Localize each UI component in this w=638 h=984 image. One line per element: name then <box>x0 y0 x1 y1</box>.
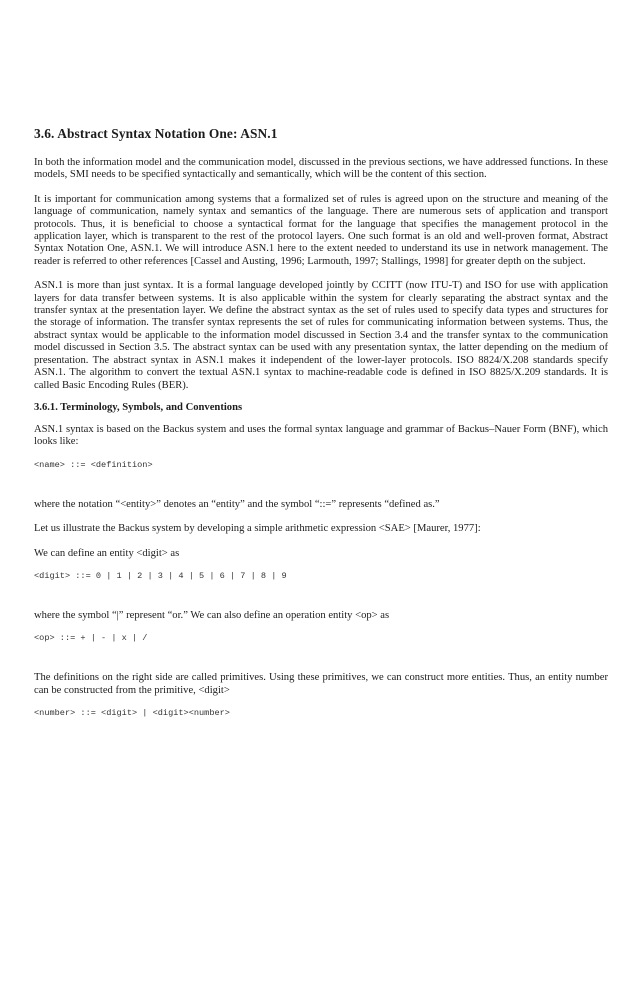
paragraph-formalized-rules: It is important for communication among systems that a formalized set of rules is agreed upon on the structure and meaning of the language of communication, namely syntax and semantics of the language. There are numerous sets of application and transport protocols. Thus, it is beneficial to choose a syntactical format for the language that specifies the management protocol in the application layer, which is transparent to the rest of the protocol layers. One such format is an old and well-proven format, Abstract Syntax Notation One, ASN.1. We will introduce ASN.1 here to the extent needed to understand its use in network management. The reader is referred to other references [Cassel and Austing, 1996; Larmouth, 1997; Stallings, 1998] for greater depth on the subject. <box>34 193 608 267</box>
paragraph-define-op: where the symbol “|” represent “or.” We can also define an operation entity <op> as <box>34 609 390 621</box>
paragraph-bnf-intro: ASN.1 syntax is based on the Backus system and uses the formal syntax language and grammar of Backus–Nauer Form (BNF), which looks like: <box>34 423 608 448</box>
code-number-definition: <number> ::= <digit> | <digit><number> <box>34 708 230 719</box>
paragraph-primitives: The definitions on the right side are called primitives. Using these primitives, we can construct more entities. Thus, an entity number can be constructed from the primitive, <digit> <box>34 672 608 696</box>
paragraph-backus-example: Let us illustrate the Backus system by developing a simple arithmetic expression <SAE> [Maurer, 1977]: <box>34 523 481 535</box>
code-op-definition: <op> ::= + | - | x | / <box>34 633 148 644</box>
paragraph-define-digit: We can define an entity <digit> as <box>34 547 180 559</box>
paragraph-asn1-overview: ASN.1 is more than just syntax. It is a formal language developed jointly by CCITT (now ITU-T) and ISO for use with application layers for data transfer between systems. It is also applicable within the system for clearly separating the abstract syntax and the transfer syntax at the presentation layer. We define the abstract syntax as the set of rules used to specify data types and structures for the storage of information. The transfer syntax represents the set of rules for communicating information between systems. Thus, the abstract syntax would be applicable to the information model discussed in Section 3.4 and the transfer syntax to the communication model discussed in Section 3.5. The abstract syntax can be used with any presentation syntax, the latter depending on the medium of presentation. The abstract syntax in ASN.1 makes it independent of the lower-layer protocols. ISO 8824/X.208 standards specify ASN.1. The algorithm to convert the textual ASN.1 syntax to machine-readable code is defined in ISO 8825/X.209 standards. It is called Basic Encoding Rules (BER). <box>34 280 608 391</box>
section-heading: 3.6. Abstract Syntax Notation One: ASN.1 <box>34 126 278 141</box>
paragraph-notation-explained: where the notation “<entity>” denotes an “entity” and the symbol “::=” represents “defined as.” <box>34 498 440 510</box>
code-digit-definition: <digit> ::= 0 | 1 | 2 | 3 | 4 | 5 | 6 | 7 | 8 | 9 <box>34 570 287 581</box>
subsection-heading: 3.6.1. Terminology, Symbols, and Conventions <box>34 401 243 413</box>
paragraph-intro: In both the information model and the communication model, discussed in the previous sections, we have addressed functions. In these models, SMI needs to be specified syntactically and semantically, which will be the content of this section. <box>34 157 608 181</box>
code-bnf-definition: <name> ::= <definition> <box>34 459 153 470</box>
document-page <box>34 126 608 719</box>
